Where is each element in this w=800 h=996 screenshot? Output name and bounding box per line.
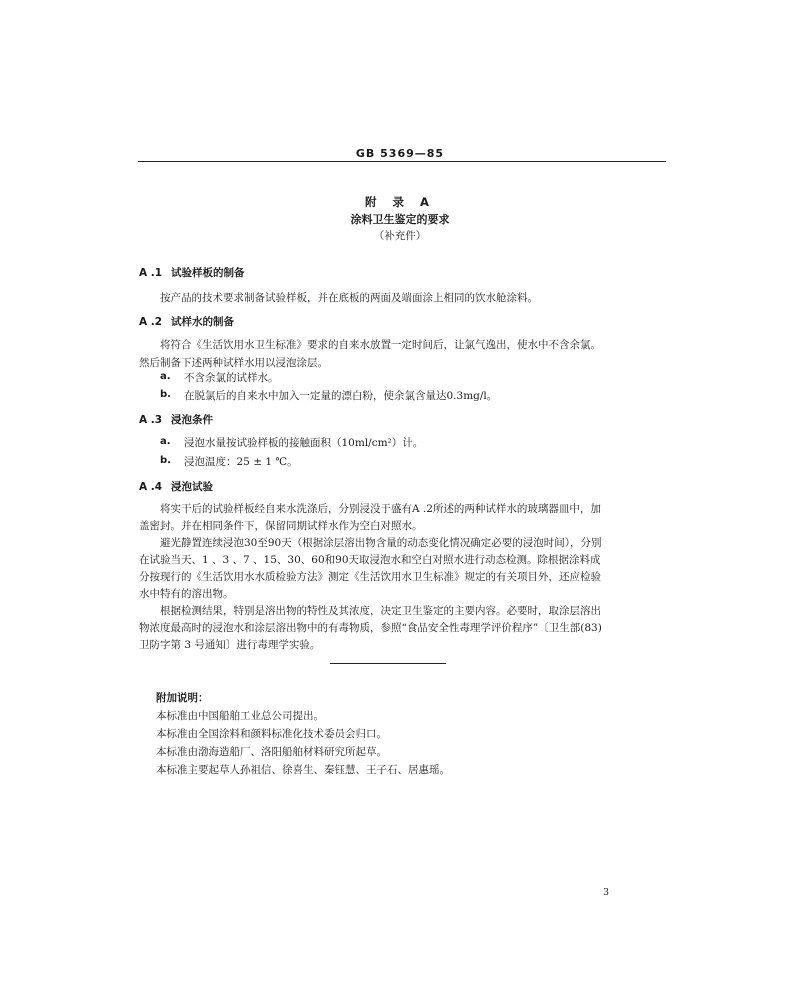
section-a3-item-b-text: 浸泡温度：25 ± 1 ℃。 <box>184 456 298 468</box>
section-a4-p2-line3: 分按现行的《生活饮用水水质检验方法》测定《生活饮用水卫生标准》规定的有关项目外，还应检验 <box>139 571 601 583</box>
section-a1-heading <box>139 265 245 280</box>
section-a4-p3-line3: 卫防字第 3 号通知〕进行毒理学实验。 <box>139 639 321 651</box>
page-number: 3 <box>603 887 610 898</box>
section-a4-p2-line2: 在试验当天、1 、3 、7 、15、30、60和90天取浸泡水和空白对照水进行动态检测。除根据涂料成 <box>139 554 601 566</box>
section-a3-title: 浸泡条件 <box>171 414 213 426</box>
section-a2-number: A .2 <box>139 316 163 328</box>
section-a3-item-b-label: b. <box>160 455 171 466</box>
section-a4-p2-line4: 水中特有的溶出物。 <box>139 588 234 600</box>
additional-note-2: 本标准由全国涂料和颜料标准化技术委员会归口。 <box>156 728 387 740</box>
section-a4-p1-line1: 将实干后的试验样板经自来水洗涤后，分别浸没于盛有A .2所述的两种试样水的玻璃器皿中，加 <box>160 503 601 515</box>
appendix-subtitle: 涂料卫生鉴定的要求 <box>350 213 450 226</box>
standard-code: GB 5369—85 <box>355 147 445 160</box>
section-a3-heading <box>139 412 213 427</box>
section-a4-number: A .4 <box>139 481 163 493</box>
section-a3-item-a-label: a. <box>160 436 171 447</box>
section-a4-p1-line2: 盖密封。并在相同条件下，保留同期试样水作为空白对照水。 <box>139 520 423 532</box>
section-a2-line2: 然后制备下述两种试样水用以浸泡涂层。 <box>139 357 328 369</box>
additional-note-3: 本标准由渤海造船厂、洛阳船舶材料研究所起草。 <box>156 746 387 758</box>
section-a4-p2-line1: 避光静置连续浸泡30至90天（根据涂层溶出物含量的动态变化情况确定必要的浸泡时间），分别 <box>160 537 602 549</box>
section-a2-item-a-label: a. <box>160 371 171 382</box>
section-a2-heading <box>139 314 234 329</box>
additional-note-4: 本标准主要起草人孙祖信、徐喜生、秦钰慧、王子石、居惠瑶。 <box>156 764 450 776</box>
additional-note-1: 本标准由中国船舶工业总公司提出。 <box>156 710 324 722</box>
appendix-note: （补充件） <box>373 230 427 242</box>
header-divider <box>138 161 666 162</box>
section-divider <box>330 663 446 664</box>
section-a4-p3-line1: 根据检测结果，特别是溶出物的特性及其浓度，决定卫生鉴定的主要内容。必要时，取涂层溶出 <box>160 605 601 617</box>
section-a1-number: A .1 <box>139 267 163 279</box>
section-a3-number: A .3 <box>139 414 163 426</box>
section-a4-title: 浸泡试验 <box>171 481 213 493</box>
section-a1-text: 按产品的技术要求制备试验样板，并在底板的两面及端面涂上相同的饮水舱涂料。 <box>160 292 538 304</box>
additional-notes-title: 附加说明： <box>156 692 209 704</box>
section-a4-p3-line2: 物浓度最高时的浸泡水和涂层溶出物中的有毒物质，参照“食品安全性毒理学评价程序”〔卫生部(83) <box>139 622 602 634</box>
section-a2-item-b-label: b. <box>160 389 171 400</box>
section-a2-title: 试样水的制备 <box>171 316 234 328</box>
section-a2-item-b-text: 在脱氯后的自来水中加入一定量的漂白粉，使余氯含量达0.3mg/l。 <box>184 390 498 402</box>
section-a1-title: 试验样板的制备 <box>171 267 245 279</box>
section-a3-item-a-text: 浸泡水量按试验样板的接触面积（10ml/cm²）计。 <box>184 437 424 449</box>
section-a2-line1: 将符合《生活饮用水卫生标准》要求的自来水放置一定时间后，让氯气逸出，使水中不含余氯。 <box>160 339 601 351</box>
section-a4-heading <box>139 479 213 494</box>
section-a2-item-a-text: 不含余氯的试样水。 <box>184 372 279 384</box>
appendix-title: 附 录 A <box>365 195 435 209</box>
